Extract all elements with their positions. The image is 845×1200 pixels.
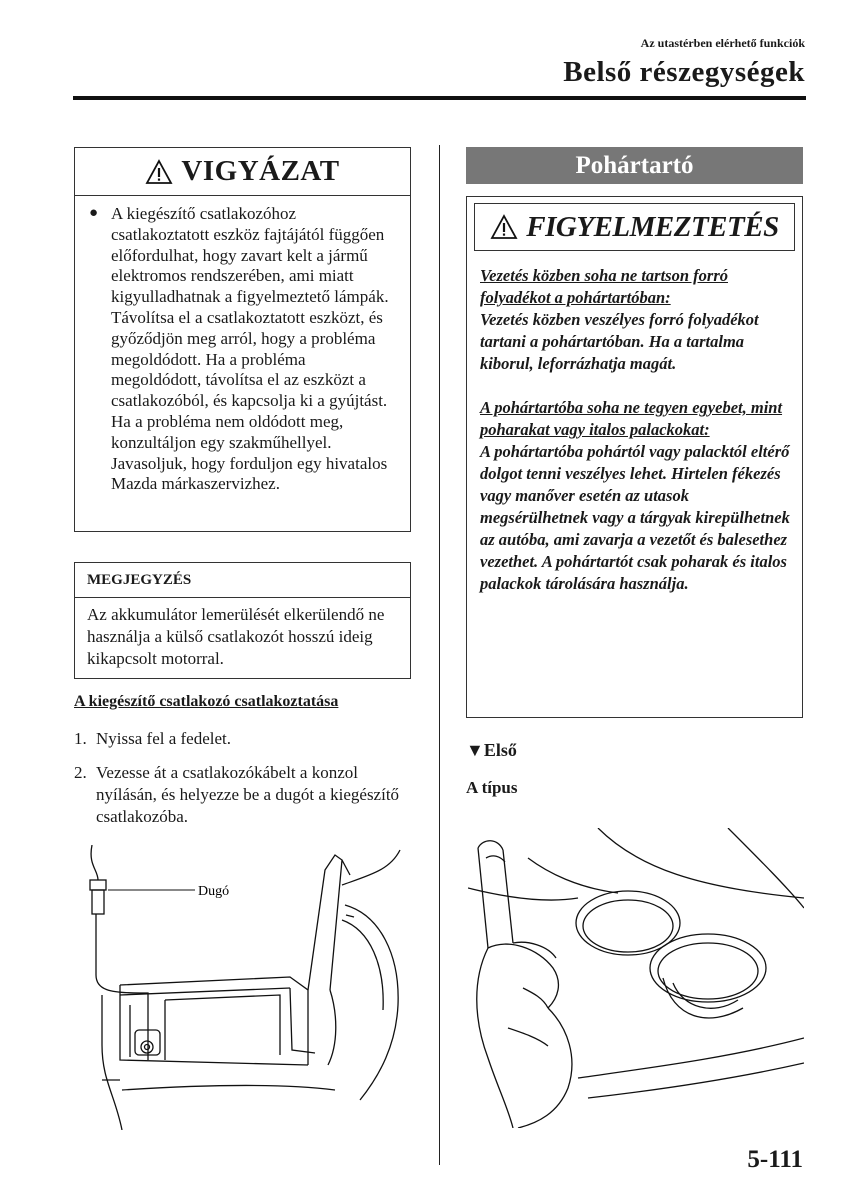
warning-triangle-icon xyxy=(490,214,518,240)
warning-header xyxy=(474,203,795,251)
plug-callout: Dugó xyxy=(198,884,230,899)
type-label: A típus xyxy=(466,778,518,797)
note-box xyxy=(74,562,411,679)
warning-2-heading: A pohártartóba soha ne tegyen egyebet, mint poharakat vagy italos palackokat: xyxy=(480,398,783,439)
bullet-icon: ● xyxy=(89,205,99,221)
cup-holder-illustration xyxy=(468,828,804,1128)
warning-triangle-icon xyxy=(145,159,173,185)
page-title: Belső részegységek xyxy=(563,56,805,88)
accessory-socket-illustration xyxy=(80,845,415,1130)
step-text: Vezesse át a csatlakozókábelt a konzol nyílásán, és helyezze be a dugót a kiegészítő csatlakozóba. xyxy=(96,763,400,826)
warning-box xyxy=(466,196,803,718)
column-divider xyxy=(439,145,440,1165)
warning-1-text: Vezetés közben veszélyes forró folyadékot tartani a pohártartóban. Ha a tartalma kiborul, leforrázhatja magát. xyxy=(480,310,759,373)
caution-header xyxy=(75,148,410,196)
connection-heading: A kiegészítő csatlakozó csatlakoztatása xyxy=(74,693,339,710)
step-2 xyxy=(74,762,414,828)
note-text: Az akkumulátor lemerülését elkerülendő ne használja a külső csatlakozót hosszú ideig kikapcsolt motorral. xyxy=(87,605,385,668)
header-rule xyxy=(73,96,806,100)
caution-text: A kiegészítő csatlakozóhoz csatlakoztatott eszköz fajtájától függően előfordulhat, hogy zavart kelt a jármű elektromos rendszerében, ami miatt kigyulladhatnak a figyelmeztető lámpák. Távolítsa el a csatlakoztatott eszközt, és győződjön meg arról, hogy a probléma megoldódott. Ha a probléma megoldódott, távolítsa el az eszközt a csatlakozóból, és kapcsolja ki a gyújtást. Ha a probléma nem oldódott meg, konzultáljon egy szakműhellyel. Javasoljuk, hogy forduljon egy hivatalos Mazda márkaszervizhez. xyxy=(111,204,389,494)
caution-label: VIGYÁZAT xyxy=(181,155,340,187)
section-title-bar: Pohártartó xyxy=(466,147,803,184)
warning-body xyxy=(480,265,794,595)
page-number: 5-111 xyxy=(747,1146,803,1173)
warning-label: FIGYELMEZTETÉS xyxy=(526,210,779,243)
step-number: 2. xyxy=(74,763,87,782)
warning-1-heading: Vezetés közben soha ne tartson forró folyadékot a pohártartóban: xyxy=(480,266,728,307)
caution-box xyxy=(74,147,411,532)
step-text: Nyissa fel a fedelet. xyxy=(96,729,231,748)
chapter-title: Az utastérben elérhető funkciók xyxy=(640,36,805,50)
note-label: MEGJEGYZÉS xyxy=(75,563,410,598)
subsection-heading: ▼Első xyxy=(466,740,517,760)
warning-2-text: A pohártartóba pohártól vagy palacktól eltérő dolgot tenni veszélyes lehet. Hirtelen fékezés vagy manőver esetén az utasok megsérülhetnek vagy a tárgyak kirepülhetnek az autóba, ami zavarja a vezetőt és balesethez vezethet. A pohártartót csak poharak és italos palackok tárolására használja. xyxy=(480,442,790,593)
step-1 xyxy=(74,728,414,750)
step-number: 1. xyxy=(74,729,87,748)
